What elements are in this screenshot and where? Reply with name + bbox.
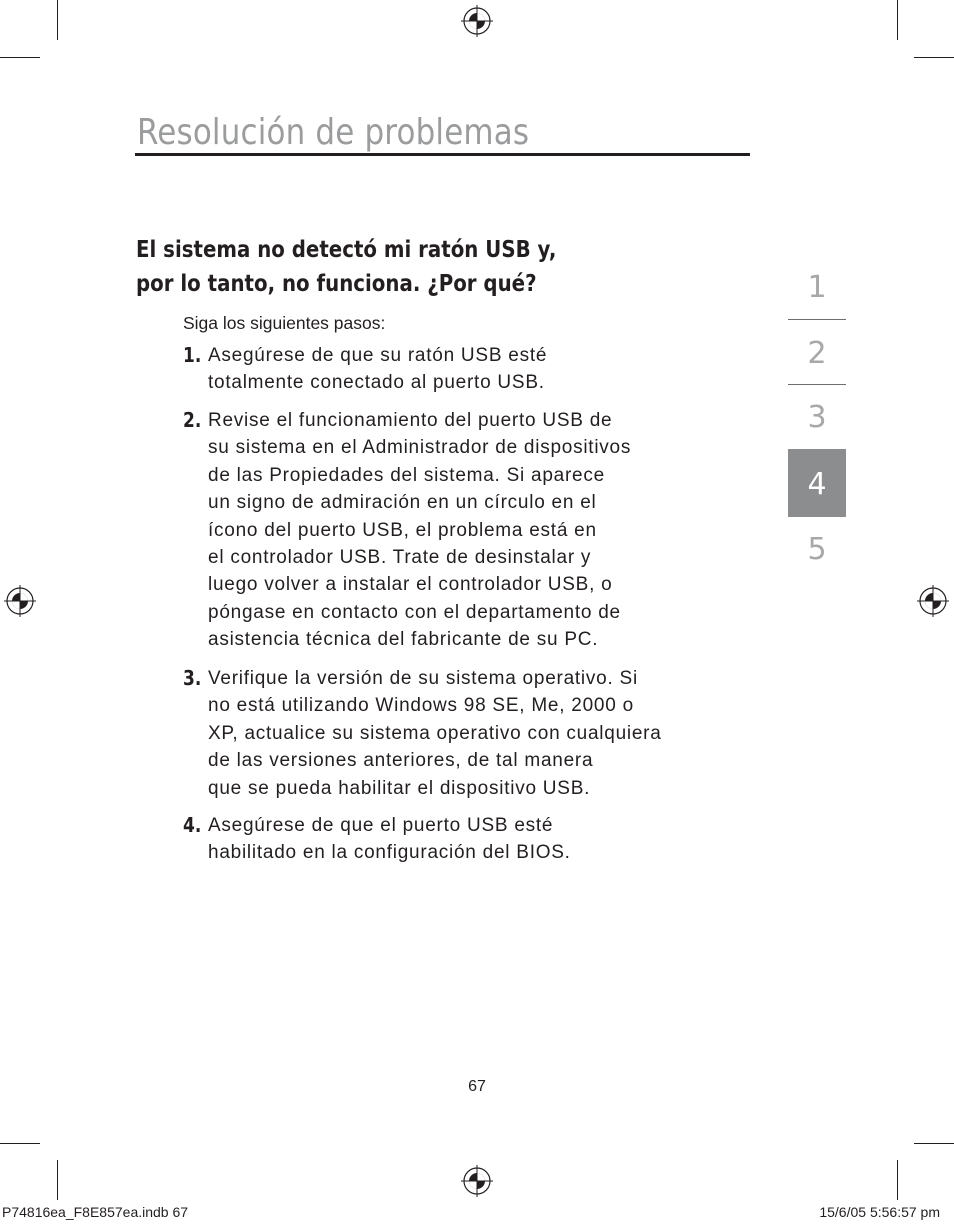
step-number: 2. [183,408,202,432]
footer-file-info: P74816ea_F8E857ea.indb 67 [2,1204,189,1220]
footer-timestamp: 15/6/05 5:56:57 pm [819,1204,940,1220]
crop-mark [57,1160,58,1200]
step-line: de las versiones anteriores, de tal manera [208,750,594,772]
crop-mark [914,57,954,58]
chapter-tab-1[interactable]: 1 [807,270,827,305]
heading-line: El sistema no detectó mi ratón USB y, [136,237,557,263]
step-text [208,665,662,802]
chapter-divider [788,384,846,385]
step-line: Asegúrese de que el puerto USB esté [208,815,554,836]
registration-mark-icon [461,5,493,37]
step-line: su sistema en el Administrador de dispositivos [208,437,632,459]
step-line: que se pueda habilitar el dispositivo USB. [208,777,591,799]
step-text [208,812,571,867]
chapter-tab-2[interactable]: 2 [807,336,827,371]
page-number: 67 [468,1078,486,1095]
step-line: no está utilizando Windows 98 SE, Me, 2000 o [208,695,634,717]
step-line: asistencia técnica del fabricante de su PC. [208,629,599,651]
step-line: póngase en contacto con el departamento de [208,601,621,623]
step-text [208,342,547,397]
registration-mark-icon [917,585,949,617]
section-heading [136,233,556,301]
step-line: XP, actualice su sistema operativo con cualquiera [208,722,662,744]
chapter-tab-3[interactable]: 3 [807,400,827,435]
heading-line: por lo tanto, no funciona. ¿Por qué? [136,271,537,297]
step-number: 4. [183,813,202,837]
page-title: Resolución de problemas [137,112,530,153]
registration-mark-icon [4,585,36,617]
crop-mark [0,57,40,58]
step-line: de las Propiedades del sistema. Si aparece [208,464,605,486]
crop-mark [897,1160,898,1200]
crop-mark [897,0,898,40]
step-number: 1. [183,343,202,367]
step-line: Verifique la versión de su sistema operativo. Si [208,668,638,689]
registration-mark-icon [461,1165,493,1197]
crop-mark [0,1143,40,1144]
crop-mark [57,0,58,40]
intro-text: Siga los siguientes pasos: [183,313,386,333]
step-line: Asegúrese de que su ratón USB esté [208,345,548,366]
step-number: 3. [183,666,202,690]
step-line: Revise el funcionamiento del puerto USB de [208,410,613,431]
chapter-divider [788,319,846,320]
crop-mark [914,1143,954,1144]
chapter-tab-4-active[interactable]: 4 [788,449,846,517]
step-line: luego volver a instalar el controlador USB, o [208,574,613,596]
step-line: totalmente conectado al puerto USB. [208,372,545,394]
step-line: ícono del puerto USB, el problema está en [208,519,597,541]
title-underline [135,153,750,156]
step-line: el controlador USB. Trate de desinstalar y [208,547,592,569]
chapter-tab-5[interactable]: 5 [807,532,827,567]
step-line: habilitado en la configuración del BIOS. [208,842,571,864]
step-text [208,407,631,654]
step-line: un signo de admiración en un círculo en el [208,492,597,514]
